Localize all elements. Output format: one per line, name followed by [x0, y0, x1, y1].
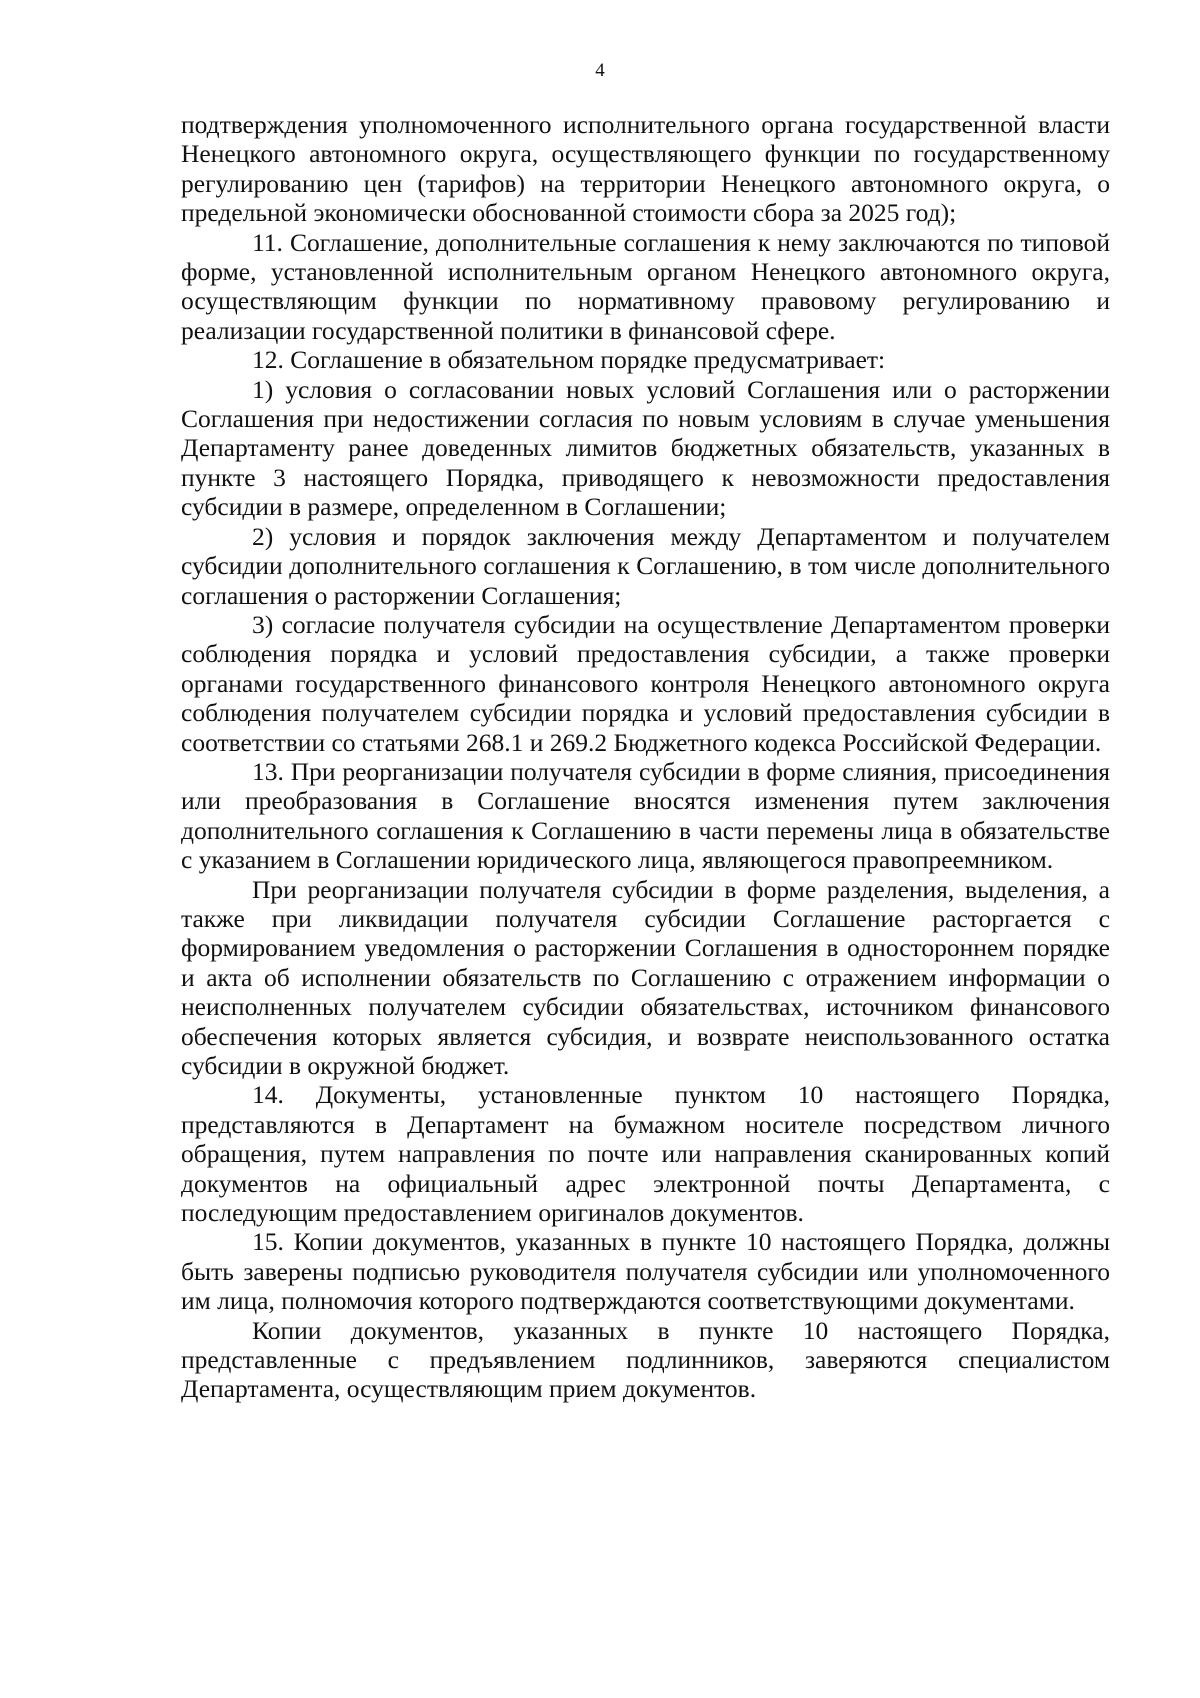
- document-body: [181, 110, 1110, 1404]
- paragraph-15: 15. Копии документов, указанных в пункте 10 настоящего Порядка, должны быть заверены подписью руководителя получателя субсидии или уполномоченного им лица, полномочия которого подтверждаются соответствующими документами.: [181, 1227, 1110, 1316]
- paragraph-12-item-1: 1) условия о согласовании новых условий Соглашения или о расторжении Соглашения при недостижении согласия по новым условиям в случае уменьшения Департаменту ранее доведенных лимитов бюджетных обязательств, указанных в пункте 3 настоящего Порядка, приводящего к невозможности предоставления субсидии в размере, определенном в Соглашении;: [181, 374, 1110, 522]
- paragraph-12-item-2: 2) условия и порядок заключения между Департаментом и получателем субсидии дополнительного соглашения к Соглашению, в том числе дополнительного соглашения о расторжении Соглашения;: [181, 521, 1110, 610]
- paragraph-continuation: подтверждения уполномоченного исполнительного органа государственной власти Ненецкого автономного округа, осуществляющего функции по государственному регулированию цен (тарифов) на территории Ненецкого автономного округа, о предельной экономически обоснованной стоимости сбора за 2025 год);: [181, 110, 1110, 228]
- page-number: 4: [595, 60, 605, 81]
- paragraph-13-part-2: При реорганизации получателя субсидии в форме разделения, выделения, а также при ликвидации получателя субсидии Соглашение расторгается с формированием уведомления о расторжении Соглашения в одностороннем порядке и акта об исполнении обязательств по Соглашению с отражением информации о неисполненных получателем субсидии обязательствах, источником финансового обеспечения которых является субсидия, и возврате неиспользованного остатка субсидии в окружной бюджет.: [181, 874, 1110, 1080]
- paragraph-12: 12. Соглашение в обязательном порядке предусматривает:: [252, 345, 886, 375]
- paragraph-15-part-2: Копии документов, указанных в пункте 10 настоящего Порядка, представленные с предъявлением подлинников, заверяются специалистом Департамента, осуществляющим прием документов.: [181, 1315, 1110, 1404]
- paragraph-14: 14. Документы, установленные пунктом 10 настоящего Порядка, представляются в Департамент на бумажном носителе посредством личного обращения, путем направления по почте или направления сканированных копий документов на официальный адрес электронной почты Департамента, с последующим предоставлением оригиналов документов.: [181, 1080, 1110, 1228]
- paragraph-12-item-3: 3) согласие получателя субсидии на осуществление Департаментом проверки соблюдения порядка и условий предоставления субсидии, а также проверки органами государственного финансового контроля Ненецкого автономного округа соблюдения получателем субсидии порядка и условий предоставления субсидии в соответствии со статьями 268.1 и 269.2 Бюджетного кодекса Российской Федерации.: [181, 609, 1110, 757]
- paragraph-13: 13. При реорганизации получателя субсидии в форме слияния, присоединения или преобразования в Соглашение вносятся изменения путем заключения дополнительного соглашения к Соглашению в части перемены лица в обязательстве с указанием в Соглашении юридического лица, являющегося правопреемником.: [181, 756, 1110, 875]
- paragraph-11: 11. Соглашение, дополнительные соглашения к нему заключаются по типовой форме, установленной исполнительным органом Ненецкого автономного округа, осуществляющим функции по нормативному правовому регулированию и реализации государственной политики в финансовой сфере.: [181, 227, 1110, 345]
